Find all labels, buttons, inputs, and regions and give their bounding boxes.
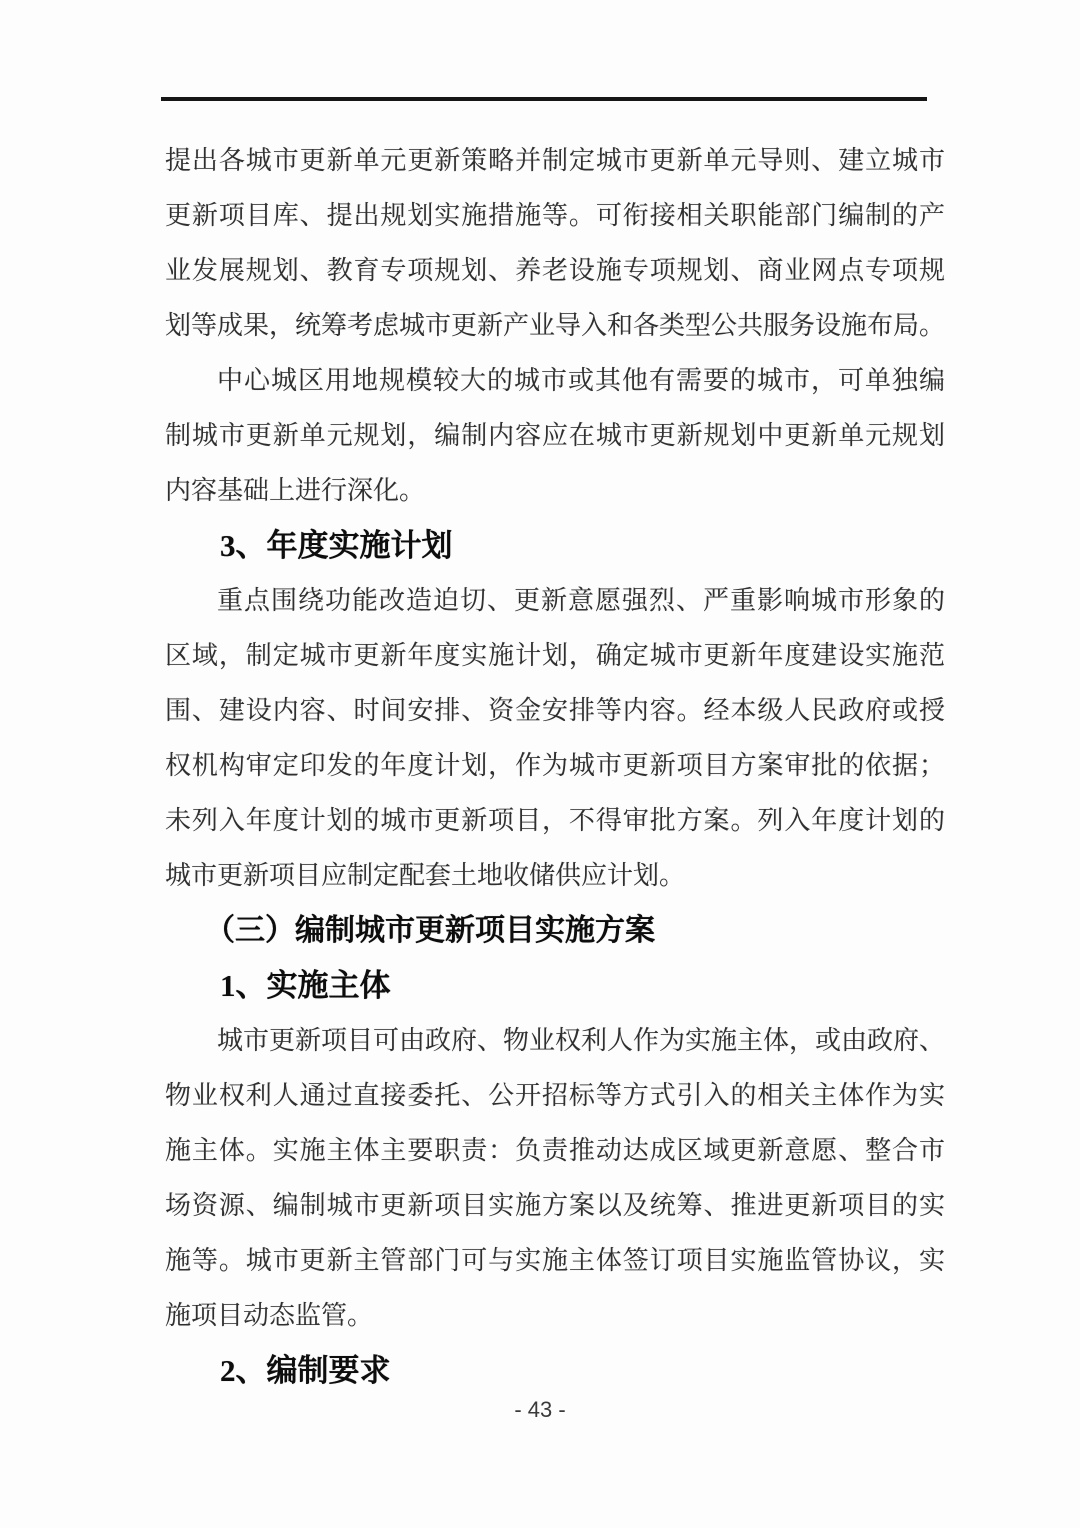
- heading-1-implementation-entity: 1、实施主体: [220, 968, 391, 1003]
- text-line: 物业权利人通过直接委托、公开招标等方式引入的相关主体作为实: [165, 1081, 945, 1110]
- header-rule: [161, 97, 927, 101]
- heading-3-annual-implementation-plan: 3、年度实施计划: [220, 528, 453, 563]
- text-line: 区域，制定城市更新年度实施计划，确定城市更新年度建设实施范: [165, 641, 945, 670]
- heading-2-compilation-requirements: 2、编制要求: [220, 1353, 391, 1388]
- heading-section-compile-project-implementation-plan: （三）编制城市更新项目实施方案: [205, 914, 655, 947]
- page-number: - 43 -: [514, 1397, 566, 1422]
- document-body: [165, 133, 945, 1398]
- text-line: 城市更新项目可由政府、物业权利人作为实施主体，或由政府、: [217, 1026, 945, 1055]
- text-line: 更新项目库、提出规划实施措施等。可衔接相关职能部门编制的产: [165, 201, 945, 230]
- text-line: 施项目动态监管。: [165, 1301, 374, 1330]
- text-line: 未列入年度计划的城市更新项目，不得审批方案。列入年度计划的: [165, 806, 945, 835]
- text-line: 内容基础上进行深化。: [165, 476, 426, 505]
- text-line: 划等成果，统筹考虑城市更新产业导入和各类型公共服务设施布局。: [165, 311, 945, 340]
- text-line: 业发展规划、教育专项规划、养老设施专项规划、商业网点专项规: [165, 256, 945, 285]
- text-line: 重点围绕功能改造迫切、更新意愿强烈、严重影响城市形象的: [217, 586, 945, 615]
- text-line: 权机构审定印发的年度计划，作为城市更新项目方案审批的依据；: [165, 751, 945, 780]
- text-line: 制城市更新单元规划，编制内容应在城市更新规划中更新单元规划: [165, 421, 945, 450]
- text-line: 施主体。实施主体主要职责：负责推动达成区域更新意愿、整合市: [165, 1136, 945, 1165]
- text-line: 施等。城市更新主管部门可与实施主体签订项目实施监管协议，实: [165, 1246, 945, 1275]
- text-line: 围、建设内容、时间安排、资金安排等内容。经本级人民政府或授: [165, 696, 945, 725]
- text-line: 提出各城市更新单元更新策略并制定城市更新单元导则、建立城市: [165, 146, 945, 175]
- text-line: 中心城区用地规模较大的城市或其他有需要的城市，可单独编: [217, 366, 945, 395]
- text-line: 城市更新项目应制定配套土地收储供应计划。: [165, 861, 686, 890]
- text-line: 场资源、编制城市更新项目实施方案以及统筹、推进更新项目的实: [165, 1191, 945, 1220]
